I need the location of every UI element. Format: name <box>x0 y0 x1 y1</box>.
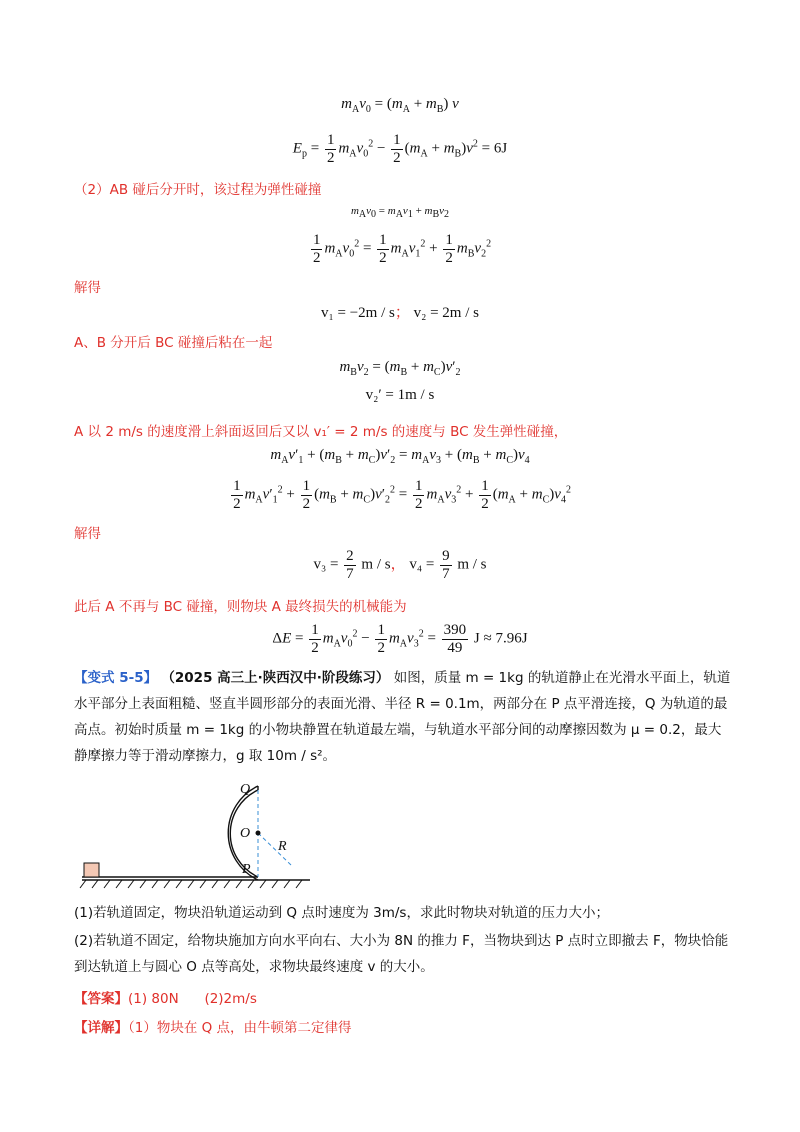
v2-prime-result: v₂′ = 1m / s <box>365 387 435 403</box>
answer-line <box>74 987 257 1007</box>
label-q: Q <box>240 782 251 797</box>
detail-line <box>74 1016 352 1036</box>
solve-label-1: 解得 <box>74 280 101 296</box>
detail-text: （1）物块在 Q 点，由牛顿第二定律得 <box>128 1020 352 1036</box>
problem-text: 如图，质量 m = 1kg 的轨道静止在光滑水平面上，轨道水平部分上表面粗糙、竖直半圆形部分的表面光滑、半径 R = 0.1m，两部分在 P 点平滑连接，Q 为轨道的最高点。初始时质量 m = 1kg 的小物块静置在轨道最左端，与轨道水平部分间的动摩擦因数为 μ = 0.2，最大静摩擦力等于滑动摩擦力，g 取 10m / s²。 <box>74 670 731 764</box>
question-1: (1)若轨道固定，物块沿轨道运动到 Q 点时速度为 3m/s，求此时物块对轨道的压力大小； <box>74 905 609 921</box>
energy-loss-equation: ΔE = $\frac{1}{2}$ $m_Av_0^2$ − $\frac{1}{2}$ $m_Av_3^2$ = $\frac{390}{49}$ J ≈ 7.96J <box>272 622 528 656</box>
track-diagram <box>70 770 350 900</box>
section2-heading: （2）AB 碰后分开时，该过程为弹性碰撞 <box>74 182 322 198</box>
bc-momentum-equation: $m_Bv_2 = (m_B + m_C)v'_2$ <box>339 359 461 378</box>
center-point <box>256 831 261 836</box>
ground-hatching <box>80 880 302 888</box>
energy-equation-ep: $E_p$ = $\frac{1}{2}$ $m_Av_0^2$ − $\frac{1}{2}$ $(m_A + m_B)v^2 = 6J$ <box>292 132 508 166</box>
block <box>84 863 99 877</box>
question-2: (2)若轨道不固定，给物块施加方向水平向右、大小为 8N 的推力 F，当物块到达 P 点时立即撤去 F，物块恰能到达轨道上与圆心 O 点等高处，求物块最终速度 v 的大小。 <box>74 933 729 975</box>
radius-dashed <box>258 833 292 866</box>
momentum-equation-1: $m_Av_0 = (m_A + m_B)$ v <box>341 96 459 115</box>
momentum-equation-2: $m_Av_0 = m_Av_1 + m_Bv_2$ <box>350 205 450 221</box>
label-p: P <box>242 862 251 877</box>
label-r: R <box>278 839 287 854</box>
after-collision-text: 此后 A 不再与 BC 碰撞，则物块 A 最终损失的机械能为 <box>74 599 407 615</box>
problem-tag: 【变式 5-5】 <box>74 670 158 686</box>
a-return-text: A 以 2 m/s 的速度滑上斜面返回后又以 v₁′ = 2 m/s 的速度与 BC 发生弹性碰撞， <box>74 424 568 440</box>
answer-tag: 【答案】 <box>74 991 128 1007</box>
energy-equation-2: $\frac{1}{2}$ $m_Av_0^2$ = $\frac{1}{2}$ $m_Av_1^2$ + $\frac{1}{2}$ $m_Bv_2^2$ <box>312 232 492 266</box>
velocity-results-2: v₃ = $\frac{2}{7}$ m / s， v₄ = $\frac{9}{7}$ m / s <box>313 548 487 582</box>
label-o: O <box>240 826 251 841</box>
momentum-equation-3: $m_Av'_1 + (m_B + m_C)v'_2 = m_Av_3 + (m_B + m_C)v_4$ <box>270 447 530 466</box>
energy-equation-3: $\frac{1}{2}$ $m_Av'_1^2$ + $\frac{1}{2}$ $(m_B + m_C)v'_2^2$ = $\frac{1}{2}$ $m_Av_3^2$ + $\frac{1}{2}$ $(m_A + m_C)v_4^2$ <box>233 478 571 512</box>
problem-source: （2025 高三上·陕西汉中·阶段练习） <box>161 670 390 686</box>
detail-tag: 【详解】 <box>74 1020 128 1036</box>
velocity-results-1: v₁ = −2m / s； v₂ = 2m / s <box>321 305 479 321</box>
problem-statement <box>74 665 734 769</box>
ab-separation-text: A、B 分开后 BC 碰撞后粘在一起 <box>74 335 273 351</box>
solve-label-2: 解得 <box>74 526 101 542</box>
answer-text: (1) 80N (2)2m/s <box>128 991 257 1007</box>
